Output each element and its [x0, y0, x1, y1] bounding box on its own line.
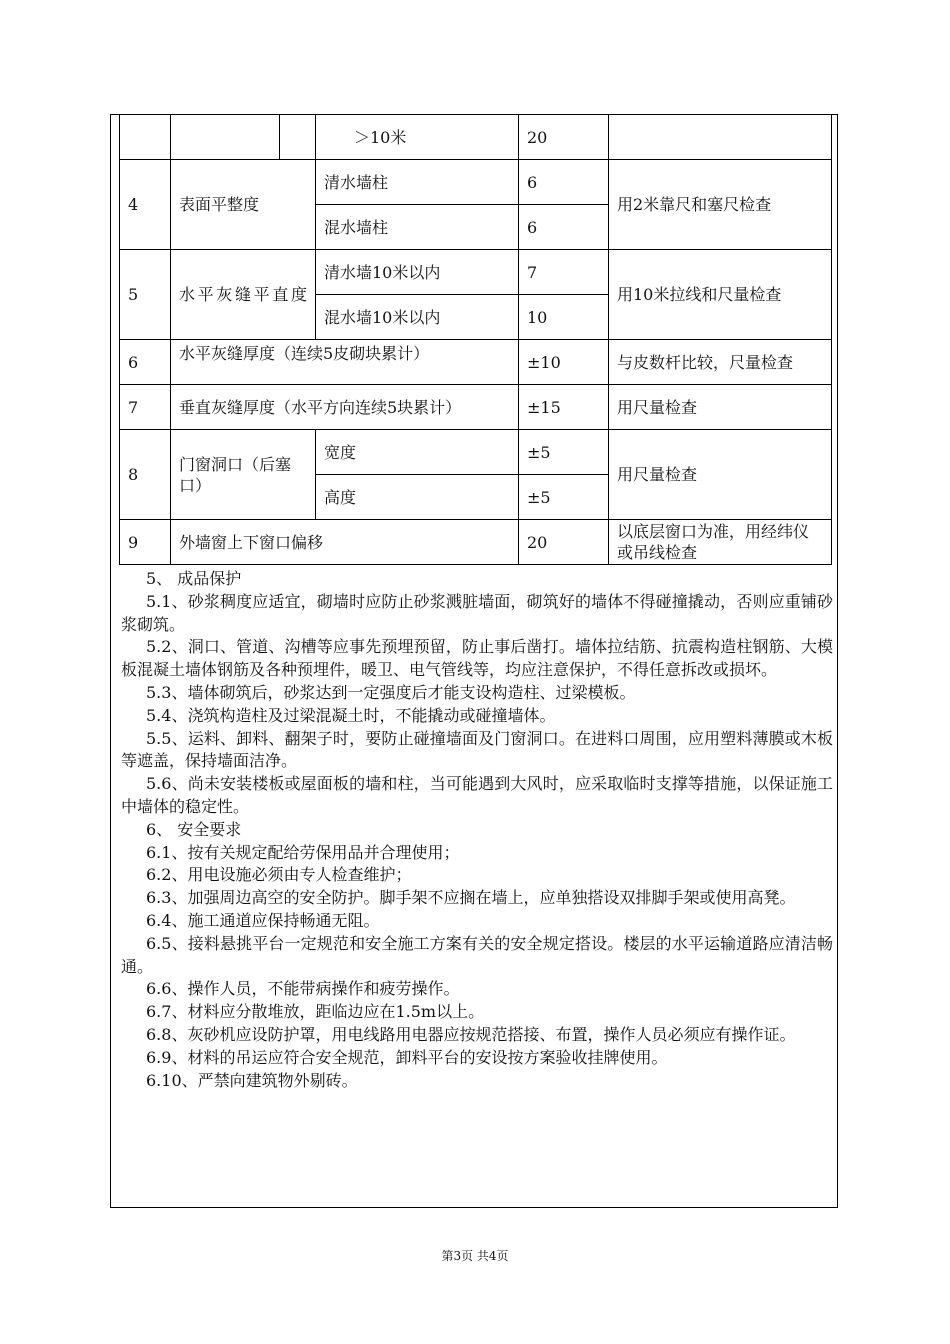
value-cell: ±15 — [519, 385, 609, 430]
item-cell: 表面平整度 — [171, 160, 316, 250]
sub-item-cell: ＞10米 — [316, 115, 519, 160]
paragraph: 6.5、接料悬挑平台一定规范和安全施工方案有关的安全规定搭设。楼层的水平运输道路应清洁畅通。 — [121, 933, 833, 976]
section-heading: 5、 成品保护 — [146, 569, 242, 588]
paragraph: 5.1、砂浆稠度应适宜，砌墙时应防止砂浆溅脏墙面，砌筑好的墙体不得碰撞撬动，否则应重铺砂浆砌筑。 — [121, 591, 833, 634]
value-cell: 6 — [519, 160, 609, 205]
value-cell: 7 — [519, 250, 609, 295]
sub-item-cell: 清水墙柱 — [316, 160, 519, 205]
method-cell: 用10米拉线和尺量检查 — [609, 250, 832, 340]
table-row — [120, 340, 832, 385]
page-footer: 第3页 共4页 — [441, 1249, 509, 1263]
paragraph: 6.10、严禁向建筑物外剔砖。 — [146, 1070, 358, 1090]
table-row — [120, 250, 832, 295]
paragraph: 6.9、材料的吊运应符合安全规范，卸料平台的安设按方案验收挂牌使用。 — [146, 1047, 668, 1067]
value-cell: ±5 — [519, 430, 609, 475]
sub-item-cell: 混水墙柱 — [316, 205, 519, 250]
table-cell — [171, 115, 280, 160]
paragraph: 5.6、尚未安装楼板或屋面板的墙和柱，当可能遇到大风时，应采取临时支撑等措施，以保证施工中墙体的稳定性。 — [121, 774, 833, 816]
row-number: 9 — [120, 520, 171, 565]
value-cell: ±5 — [519, 475, 609, 520]
item-cell: 水平灰缝平直度 — [171, 250, 316, 340]
table-row — [120, 115, 832, 160]
method-cell: 以底层窗口为准，用经纬仪或吊线检查 — [609, 520, 832, 565]
paragraph: 6.3、加强周边高空的安全防护。脚手架不应搁在墙上，应单独搭设双排脚手架或使用高凳。 — [146, 888, 796, 908]
paragraph: 5.5、运料、卸料、翻架子时，要防止碰撞墙面及门窗洞口。在进料口周围，应用塑料薄膜或木板等遮盖，保持墙面洁净。 — [121, 728, 833, 771]
sub-item-cell: 混水墙10米以内 — [316, 295, 519, 340]
row-number: 8 — [120, 430, 171, 520]
method-cell: 用尺量检查 — [609, 430, 832, 520]
sub-item-cell: 清水墙10米以内 — [316, 250, 519, 295]
method-cell: 用2米靠尺和塞尺检查 — [609, 160, 832, 250]
row-number: 6 — [120, 340, 171, 385]
table-cell — [120, 115, 171, 160]
table-row — [120, 430, 832, 475]
paragraph: 5.3、墙体砌筑后，砂浆达到一定强度后才能支设构造柱、过梁模板。 — [146, 682, 636, 702]
tolerance-table — [119, 114, 832, 565]
value-cell: 6 — [519, 205, 609, 250]
sub-item-cell: 高度 — [316, 475, 519, 520]
method-cell: 与皮数杆比较，尺量检查 — [609, 340, 832, 385]
table-cell — [280, 115, 316, 160]
value-cell: 20 — [519, 115, 609, 160]
paragraph: 6.1、按有关规定配给劳保用品并合理使用； — [146, 842, 460, 862]
paragraph: 6.4、施工通道应保持畅通无阻。 — [146, 910, 380, 930]
value-cell: 10 — [519, 295, 609, 340]
paragraph: 6.2、用电设施必须由专人检查维护； — [146, 865, 412, 885]
item-cell: 外墙窗上下窗口偏移 — [171, 520, 519, 565]
table-cell — [609, 115, 832, 160]
row-number: 5 — [120, 250, 171, 340]
value-cell: 20 — [519, 520, 609, 565]
paragraph: 5.2、洞口、管道、沟槽等应事先预埋预留，防止事后凿打。墙体拉结筋、抗震构造柱钢筋、大模板混凝土墙体钢筋及各种预埋件，暖卫、电气管线等，均应注意保护，不得任意拆改或损坏。 — [121, 637, 833, 680]
paragraph: 6.7、材料应分散堆放，距临边应在1.5m以上。 — [146, 1002, 485, 1022]
row-number: 7 — [120, 385, 171, 430]
paragraph: 6.6、操作人员，不能带病操作和疲劳操作。 — [146, 979, 460, 999]
item-cell: 水平灰缝厚度（连续5皮砌块累计） — [171, 340, 519, 385]
paragraph: 6.8、灰砂机应设防护罩，用电线路用电器应按规范搭接、布置，操作人员必须应有操作证。 — [146, 1024, 796, 1044]
body-text — [121, 568, 833, 1092]
paragraph: 5.4、浇筑构造柱及过梁混凝土时，不能撬动或碰撞墙体。 — [146, 705, 556, 725]
table-row — [120, 385, 832, 430]
item-cell: 垂直灰缝厚度（水平方向连续5块累计） — [171, 385, 519, 430]
section-heading: 6、 安全要求 — [146, 819, 242, 839]
method-cell: 用尺量检查 — [609, 385, 832, 430]
item-cell: 门窗洞口（后塞口） — [171, 430, 316, 520]
sub-item-cell: 宽度 — [316, 430, 519, 475]
value-cell: ±10 — [519, 340, 609, 385]
row-number: 4 — [120, 160, 171, 250]
table-row — [120, 160, 832, 205]
table-row — [120, 520, 832, 565]
